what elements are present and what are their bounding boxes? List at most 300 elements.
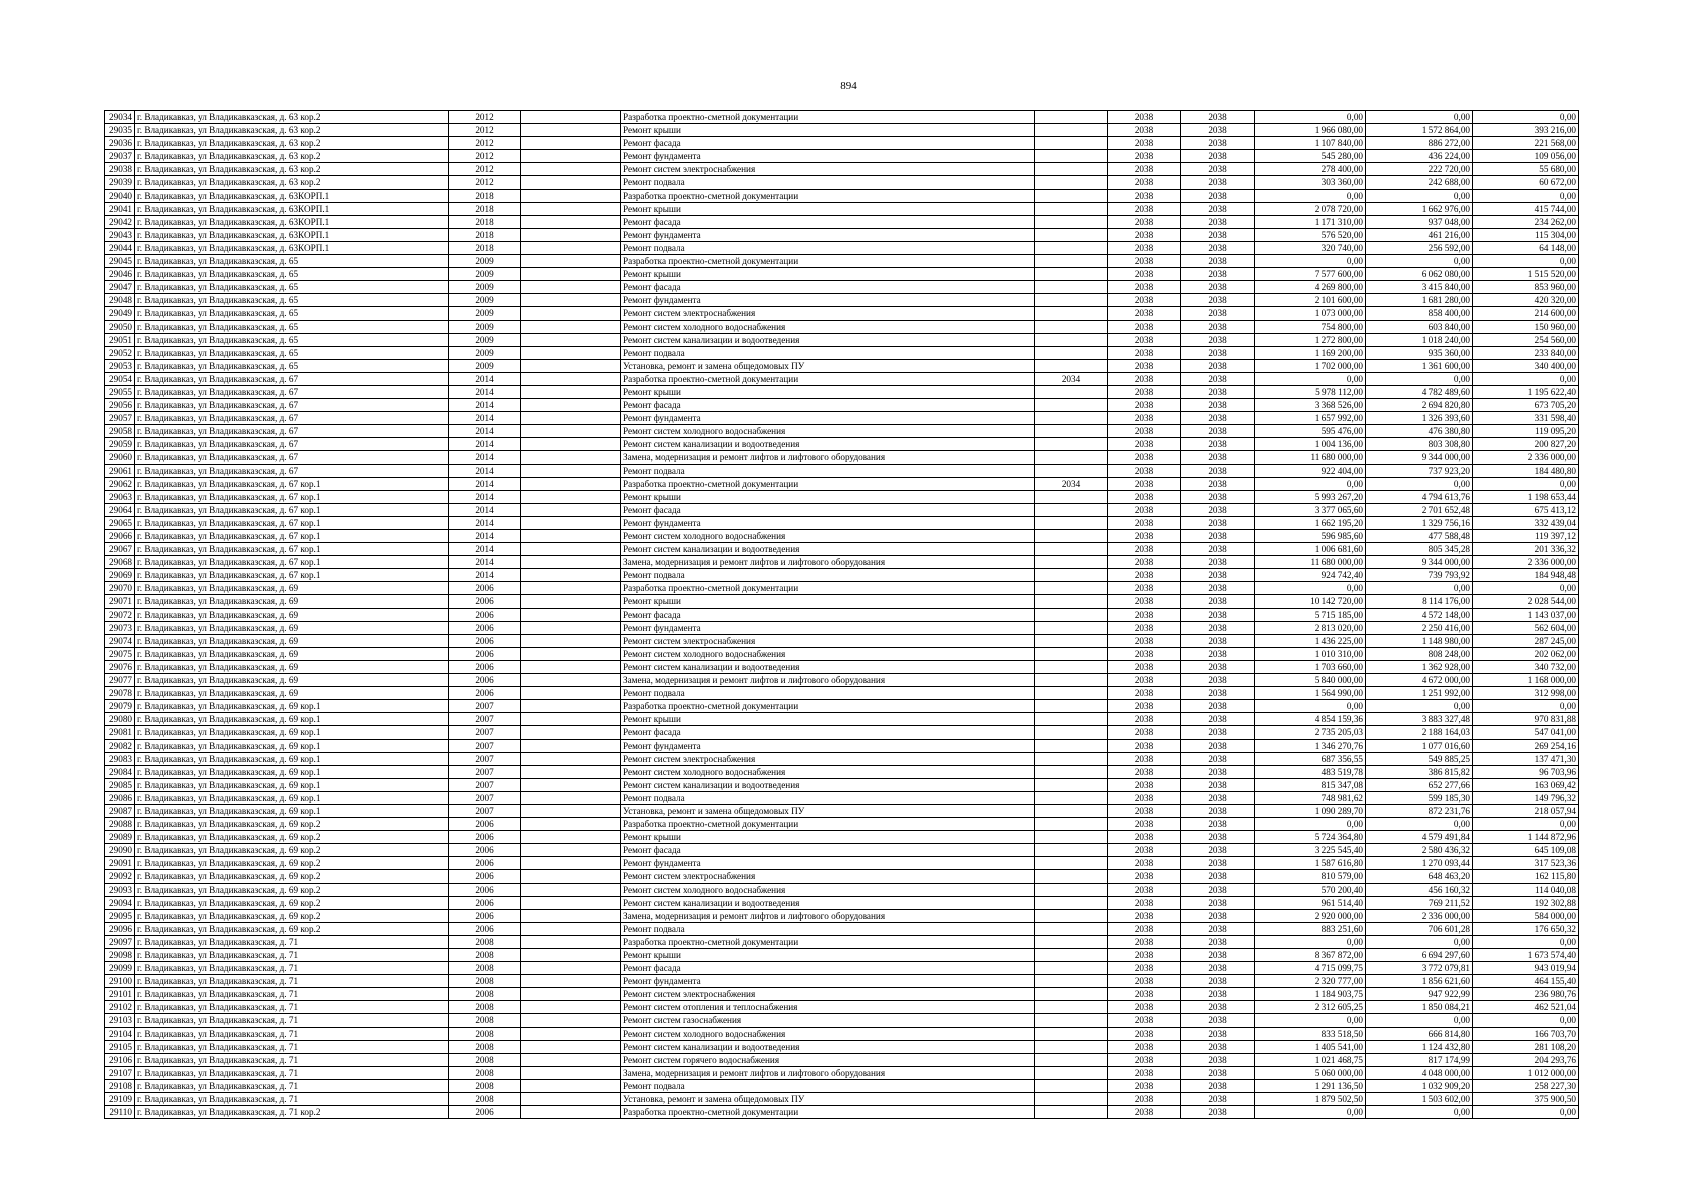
row-number: 29102 xyxy=(105,1001,135,1014)
total-cost-cell: 1 004 136,00 xyxy=(1255,438,1366,451)
planned-year-cell xyxy=(1035,451,1108,464)
empty-cell xyxy=(521,176,621,189)
work-type-cell: Ремонт фундамента xyxy=(621,294,1035,307)
owner-cost-cell: 853 960,00 xyxy=(1473,281,1579,294)
row-number: 29106 xyxy=(105,1053,135,1066)
owner-cost-cell: 675 413,12 xyxy=(1473,503,1579,516)
empty-cell xyxy=(521,949,621,962)
owner-cost-cell: 218 057,94 xyxy=(1473,804,1579,817)
total-cost-cell: 883 251,60 xyxy=(1255,922,1366,935)
total-cost-cell: 11 680 000,00 xyxy=(1255,556,1366,569)
build-year-cell: 2008 xyxy=(449,1053,521,1066)
build-year-cell: 2018 xyxy=(449,241,521,254)
empty-cell xyxy=(521,857,621,870)
total-cost-cell: 1 564 990,00 xyxy=(1255,687,1366,700)
fund-cost-cell: 872 231,76 xyxy=(1366,804,1473,817)
build-year-cell: 2007 xyxy=(449,713,521,726)
start-year-cell: 2038 xyxy=(1108,111,1181,124)
fund-cost-cell: 461 216,00 xyxy=(1366,228,1473,241)
planned-year-cell xyxy=(1035,804,1108,817)
fund-cost-cell: 1 270 093,44 xyxy=(1366,857,1473,870)
build-year-cell: 2006 xyxy=(449,687,521,700)
work-type-cell: Ремонт подвала xyxy=(621,922,1035,935)
fund-cost-cell: 808 248,00 xyxy=(1366,647,1473,660)
owner-cost-cell: 192 302,88 xyxy=(1473,896,1579,909)
work-type-cell: Ремонт фундамента xyxy=(621,516,1035,529)
planned-year-cell xyxy=(1035,818,1108,831)
fund-cost-cell: 1 362 928,00 xyxy=(1366,660,1473,673)
build-year-cell: 2014 xyxy=(449,490,521,503)
work-type-cell: Разработка проектно-сметной документации xyxy=(621,935,1035,948)
total-cost-cell: 545 280,00 xyxy=(1255,150,1366,163)
build-year-cell: 2014 xyxy=(449,516,521,529)
end-year-cell: 2038 xyxy=(1181,451,1255,464)
empty-cell xyxy=(521,150,621,163)
start-year-cell: 2038 xyxy=(1108,870,1181,883)
fund-cost-cell: 4 048 000,00 xyxy=(1366,1066,1473,1079)
fund-cost-cell: 737 923,20 xyxy=(1366,464,1473,477)
fund-cost-cell: 1 361 600,00 xyxy=(1366,359,1473,372)
address-cell: г. Владикавказ, ул Владикавказская, д. 69 xyxy=(135,608,449,621)
empty-cell xyxy=(521,228,621,241)
fund-cost-cell: 0,00 xyxy=(1366,111,1473,124)
end-year-cell: 2038 xyxy=(1181,569,1255,582)
work-type-cell: Ремонт фасада xyxy=(621,281,1035,294)
total-cost-cell: 1 662 195,20 xyxy=(1255,516,1366,529)
table-row xyxy=(105,975,1579,988)
row-number: 29042 xyxy=(105,215,135,228)
planned-year-cell xyxy=(1035,503,1108,516)
address-cell: г. Владикавказ, ул Владикавказская, д. 69 кор.2 xyxy=(135,922,449,935)
fund-cost-cell: 0,00 xyxy=(1366,1014,1473,1027)
work-type-cell: Ремонт подвала xyxy=(621,687,1035,700)
row-number: 29077 xyxy=(105,674,135,687)
total-cost-cell: 570 200,40 xyxy=(1255,883,1366,896)
end-year-cell: 2038 xyxy=(1181,202,1255,215)
start-year-cell: 2038 xyxy=(1108,333,1181,346)
fund-cost-cell: 1 329 756,16 xyxy=(1366,516,1473,529)
table-row xyxy=(105,831,1579,844)
row-number: 29041 xyxy=(105,202,135,215)
planned-year-cell xyxy=(1035,988,1108,1001)
owner-cost-cell: 214 600,00 xyxy=(1473,307,1579,320)
owner-cost-cell: 1 673 574,40 xyxy=(1473,949,1579,962)
planned-year-cell xyxy=(1035,791,1108,804)
planned-year-cell xyxy=(1035,333,1108,346)
work-type-cell: Разработка проектно-сметной документации xyxy=(621,582,1035,595)
table-row xyxy=(105,176,1579,189)
table-row xyxy=(105,464,1579,477)
total-cost-cell: 1 021 468,75 xyxy=(1255,1053,1366,1066)
end-year-cell: 2038 xyxy=(1181,163,1255,176)
address-cell: г. Владикавказ, ул Владикавказская, д. 69 кор.1 xyxy=(135,739,449,752)
build-year-cell: 2009 xyxy=(449,320,521,333)
fund-cost-cell: 386 815,82 xyxy=(1366,765,1473,778)
row-number: 29088 xyxy=(105,818,135,831)
fund-cost-cell: 242 688,00 xyxy=(1366,176,1473,189)
owner-cost-cell: 0,00 xyxy=(1473,818,1579,831)
start-year-cell: 2038 xyxy=(1108,477,1181,490)
table-row xyxy=(105,1014,1579,1027)
end-year-cell: 2038 xyxy=(1181,425,1255,438)
row-number: 29048 xyxy=(105,294,135,307)
total-cost-cell: 1 090 289,70 xyxy=(1255,804,1366,817)
owner-cost-cell: 163 069,42 xyxy=(1473,778,1579,791)
table-row xyxy=(105,1001,1579,1014)
row-number: 29068 xyxy=(105,556,135,569)
owner-cost-cell: 2 336 000,00 xyxy=(1473,451,1579,464)
owner-cost-cell: 2 028 544,00 xyxy=(1473,595,1579,608)
address-cell: г. Владикавказ, ул Владикавказская, д. 67 xyxy=(135,399,449,412)
start-year-cell: 2038 xyxy=(1108,844,1181,857)
work-type-cell: Ремонт крыши xyxy=(621,713,1035,726)
row-number: 29092 xyxy=(105,870,135,883)
table-row xyxy=(105,791,1579,804)
empty-cell xyxy=(521,818,621,831)
empty-cell xyxy=(521,621,621,634)
end-year-cell: 2038 xyxy=(1181,1106,1255,1119)
planned-year-cell xyxy=(1035,674,1108,687)
empty-cell xyxy=(521,831,621,844)
fund-cost-cell: 3 772 079,81 xyxy=(1366,962,1473,975)
start-year-cell: 2038 xyxy=(1108,752,1181,765)
planned-year-cell xyxy=(1035,516,1108,529)
total-cost-cell: 0,00 xyxy=(1255,1014,1366,1027)
total-cost-cell: 5 993 267,20 xyxy=(1255,490,1366,503)
owner-cost-cell: 312 998,00 xyxy=(1473,687,1579,700)
planned-year-cell xyxy=(1035,831,1108,844)
build-year-cell: 2006 xyxy=(449,595,521,608)
owner-cost-cell: 269 254,16 xyxy=(1473,739,1579,752)
start-year-cell: 2038 xyxy=(1108,503,1181,516)
fund-cost-cell: 3 883 327,48 xyxy=(1366,713,1473,726)
end-year-cell: 2038 xyxy=(1181,372,1255,385)
planned-year-cell xyxy=(1035,281,1108,294)
work-type-cell: Ремонт систем канализации и водоотведения xyxy=(621,778,1035,791)
address-cell: г. Владикавказ, ул Владикавказская, д. 67 кор.1 xyxy=(135,490,449,503)
address-cell: г. Владикавказ, ул Владикавказская, д. 71 кор.2 xyxy=(135,1106,449,1119)
total-cost-cell: 11 680 000,00 xyxy=(1255,451,1366,464)
start-year-cell: 2038 xyxy=(1108,320,1181,333)
build-year-cell: 2006 xyxy=(449,674,521,687)
fund-cost-cell: 935 360,00 xyxy=(1366,346,1473,359)
total-cost-cell: 922 404,00 xyxy=(1255,464,1366,477)
build-year-cell: 2014 xyxy=(449,503,521,516)
table-row xyxy=(105,425,1579,438)
end-year-cell: 2038 xyxy=(1181,556,1255,569)
empty-cell xyxy=(521,608,621,621)
work-type-cell: Замена, модернизация и ремонт лифтов и лифтового оборудования xyxy=(621,909,1035,922)
total-cost-cell: 961 514,40 xyxy=(1255,896,1366,909)
table-row xyxy=(105,1053,1579,1066)
work-type-cell: Разработка проектно-сметной документации xyxy=(621,111,1035,124)
address-cell: г. Владикавказ, ул Владикавказская, д. 67 кор.1 xyxy=(135,569,449,582)
end-year-cell: 2038 xyxy=(1181,1001,1255,1014)
total-cost-cell: 596 985,60 xyxy=(1255,530,1366,543)
work-type-cell: Ремонт систем канализации и водоотведения xyxy=(621,543,1035,556)
end-year-cell: 2038 xyxy=(1181,962,1255,975)
start-year-cell: 2038 xyxy=(1108,530,1181,543)
row-number: 29082 xyxy=(105,739,135,752)
work-type-cell: Установка, ремонт и замена общедомовых ПУ xyxy=(621,804,1035,817)
empty-cell xyxy=(521,582,621,595)
address-cell: г. Владикавказ, ул Владикавказская, д. 67 кор.1 xyxy=(135,543,449,556)
fund-cost-cell: 1 662 976,00 xyxy=(1366,202,1473,215)
work-type-cell: Ремонт фасада xyxy=(621,503,1035,516)
start-year-cell: 2038 xyxy=(1108,962,1181,975)
end-year-cell: 2038 xyxy=(1181,949,1255,962)
row-number: 29089 xyxy=(105,831,135,844)
owner-cost-cell: 0,00 xyxy=(1473,1014,1579,1027)
row-number: 29058 xyxy=(105,425,135,438)
table-row xyxy=(105,294,1579,307)
empty-cell xyxy=(521,333,621,346)
total-cost-cell: 595 476,00 xyxy=(1255,425,1366,438)
address-cell: г. Владикавказ, ул Владикавказская, д. 63КОРП.1 xyxy=(135,202,449,215)
fund-cost-cell: 2 701 652,48 xyxy=(1366,503,1473,516)
planned-year-cell xyxy=(1035,739,1108,752)
row-number: 29083 xyxy=(105,752,135,765)
end-year-cell: 2038 xyxy=(1181,804,1255,817)
end-year-cell: 2038 xyxy=(1181,241,1255,254)
table-row xyxy=(105,634,1579,647)
address-cell: г. Владикавказ, ул Владикавказская, д. 63 кор.2 xyxy=(135,124,449,137)
end-year-cell: 2038 xyxy=(1181,490,1255,503)
fund-cost-cell: 1 326 393,60 xyxy=(1366,412,1473,425)
total-cost-cell: 2 078 720,00 xyxy=(1255,202,1366,215)
address-cell: г. Владикавказ, ул Владикавказская, д. 69 xyxy=(135,660,449,673)
owner-cost-cell: 109 056,00 xyxy=(1473,150,1579,163)
empty-cell xyxy=(521,1093,621,1106)
build-year-cell: 2009 xyxy=(449,346,521,359)
build-year-cell: 2007 xyxy=(449,778,521,791)
start-year-cell: 2038 xyxy=(1108,1066,1181,1079)
row-number: 29076 xyxy=(105,660,135,673)
address-cell: г. Владикавказ, ул Владикавказская, д. 67 xyxy=(135,372,449,385)
row-number: 29060 xyxy=(105,451,135,464)
owner-cost-cell: 119 095,20 xyxy=(1473,425,1579,438)
row-number: 29050 xyxy=(105,320,135,333)
planned-year-cell xyxy=(1035,1079,1108,1092)
end-year-cell: 2038 xyxy=(1181,189,1255,202)
planned-year-cell xyxy=(1035,752,1108,765)
address-cell: г. Владикавказ, ул Владикавказская, д. 67 кор.1 xyxy=(135,503,449,516)
total-cost-cell: 1 966 080,00 xyxy=(1255,124,1366,137)
build-year-cell: 2006 xyxy=(449,660,521,673)
planned-year-cell xyxy=(1035,294,1108,307)
owner-cost-cell: 340 400,00 xyxy=(1473,359,1579,372)
row-number: 29035 xyxy=(105,124,135,137)
build-year-cell: 2012 xyxy=(449,111,521,124)
owner-cost-cell: 1 144 872,96 xyxy=(1473,831,1579,844)
empty-cell xyxy=(521,451,621,464)
empty-cell xyxy=(521,909,621,922)
start-year-cell: 2038 xyxy=(1108,412,1181,425)
start-year-cell: 2038 xyxy=(1108,621,1181,634)
address-cell: г. Владикавказ, ул Владикавказская, д. 63КОРП.1 xyxy=(135,189,449,202)
fund-cost-cell: 9 344 000,00 xyxy=(1366,556,1473,569)
end-year-cell: 2038 xyxy=(1181,909,1255,922)
work-type-cell: Ремонт фасада xyxy=(621,608,1035,621)
planned-year-cell xyxy=(1035,189,1108,202)
start-year-cell: 2038 xyxy=(1108,438,1181,451)
address-cell: г. Владикавказ, ул Владикавказская, д. 69 кор.1 xyxy=(135,765,449,778)
fund-cost-cell: 4 782 489,60 xyxy=(1366,385,1473,398)
fund-cost-cell: 1 018 240,00 xyxy=(1366,333,1473,346)
end-year-cell: 2038 xyxy=(1181,1014,1255,1027)
table-row xyxy=(105,883,1579,896)
owner-cost-cell: 332 439,04 xyxy=(1473,516,1579,529)
address-cell: г. Владикавказ, ул Владикавказская, д. 71 xyxy=(135,1066,449,1079)
total-cost-cell: 0,00 xyxy=(1255,1106,1366,1119)
empty-cell xyxy=(521,569,621,582)
start-year-cell: 2038 xyxy=(1108,674,1181,687)
start-year-cell: 2038 xyxy=(1108,1106,1181,1119)
table-row xyxy=(105,870,1579,883)
start-year-cell: 2038 xyxy=(1108,988,1181,1001)
end-year-cell: 2038 xyxy=(1181,346,1255,359)
owner-cost-cell: 0,00 xyxy=(1473,372,1579,385)
address-cell: г. Владикавказ, ул Владикавказская, д. 69 кор.2 xyxy=(135,831,449,844)
end-year-cell: 2038 xyxy=(1181,647,1255,660)
end-year-cell: 2038 xyxy=(1181,124,1255,137)
table-row xyxy=(105,124,1579,137)
table-row xyxy=(105,713,1579,726)
empty-cell xyxy=(521,1040,621,1053)
address-cell: г. Владикавказ, ул Владикавказская, д. 67 xyxy=(135,464,449,477)
end-year-cell: 2038 xyxy=(1181,385,1255,398)
end-year-cell: 2038 xyxy=(1181,975,1255,988)
total-cost-cell: 2 920 000,00 xyxy=(1255,909,1366,922)
work-type-cell: Ремонт подвала xyxy=(621,569,1035,582)
work-type-cell: Ремонт систем электроснабжения xyxy=(621,307,1035,320)
owner-cost-cell: 0,00 xyxy=(1473,582,1579,595)
work-type-cell: Ремонт систем электроснабжения xyxy=(621,752,1035,765)
row-number: 29100 xyxy=(105,975,135,988)
address-cell: г. Владикавказ, ул Владикавказская, д. 69 xyxy=(135,621,449,634)
build-year-cell: 2007 xyxy=(449,700,521,713)
build-year-cell: 2008 xyxy=(449,975,521,988)
start-year-cell: 2038 xyxy=(1108,1053,1181,1066)
work-type-cell: Ремонт фундамента xyxy=(621,621,1035,634)
owner-cost-cell: 0,00 xyxy=(1473,1106,1579,1119)
start-year-cell: 2038 xyxy=(1108,935,1181,948)
empty-cell xyxy=(521,1014,621,1027)
empty-cell xyxy=(521,124,621,137)
row-number: 29067 xyxy=(105,543,135,556)
build-year-cell: 2014 xyxy=(449,438,521,451)
total-cost-cell: 0,00 xyxy=(1255,818,1366,831)
empty-cell xyxy=(521,137,621,150)
table-row xyxy=(105,543,1579,556)
fund-cost-cell: 2 188 164,03 xyxy=(1366,726,1473,739)
end-year-cell: 2038 xyxy=(1181,268,1255,281)
total-cost-cell: 2 312 605,25 xyxy=(1255,1001,1366,1014)
planned-year-cell xyxy=(1035,438,1108,451)
row-number: 29062 xyxy=(105,477,135,490)
start-year-cell: 2038 xyxy=(1108,1093,1181,1106)
work-type-cell: Ремонт подвала xyxy=(621,464,1035,477)
build-year-cell: 2014 xyxy=(449,372,521,385)
fund-cost-cell: 1 148 980,00 xyxy=(1366,634,1473,647)
start-year-cell: 2038 xyxy=(1108,490,1181,503)
table-row xyxy=(105,307,1579,320)
build-year-cell: 2008 xyxy=(449,1079,521,1092)
planned-year-cell: 2034 xyxy=(1035,372,1108,385)
start-year-cell: 2038 xyxy=(1108,595,1181,608)
empty-cell xyxy=(521,372,621,385)
fund-cost-cell: 3 415 840,00 xyxy=(1366,281,1473,294)
address-cell: г. Владикавказ, ул Владикавказская, д. 63КОРП.1 xyxy=(135,241,449,254)
start-year-cell: 2038 xyxy=(1108,150,1181,163)
work-type-cell: Ремонт фундамента xyxy=(621,228,1035,241)
planned-year-cell xyxy=(1035,687,1108,700)
table-row xyxy=(105,804,1579,817)
planned-year-cell xyxy=(1035,425,1108,438)
end-year-cell: 2038 xyxy=(1181,726,1255,739)
row-number: 29075 xyxy=(105,647,135,660)
end-year-cell: 2038 xyxy=(1181,765,1255,778)
table-row xyxy=(105,621,1579,634)
end-year-cell: 2038 xyxy=(1181,687,1255,700)
total-cost-cell: 1 657 992,00 xyxy=(1255,412,1366,425)
planned-year-cell xyxy=(1035,922,1108,935)
total-cost-cell: 5 978 112,00 xyxy=(1255,385,1366,398)
fund-cost-cell: 0,00 xyxy=(1366,1106,1473,1119)
empty-cell xyxy=(521,726,621,739)
work-type-cell: Ремонт систем электроснабжения xyxy=(621,163,1035,176)
end-year-cell: 2038 xyxy=(1181,739,1255,752)
address-cell: г. Владикавказ, ул Владикавказская, д. 71 xyxy=(135,975,449,988)
start-year-cell: 2038 xyxy=(1108,163,1181,176)
table-row xyxy=(105,399,1579,412)
row-number: 29037 xyxy=(105,150,135,163)
build-year-cell: 2014 xyxy=(449,477,521,490)
row-number: 29049 xyxy=(105,307,135,320)
fund-cost-cell: 886 272,00 xyxy=(1366,137,1473,150)
fund-cost-cell: 222 720,00 xyxy=(1366,163,1473,176)
work-type-cell: Ремонт фасада xyxy=(621,399,1035,412)
empty-cell xyxy=(521,713,621,726)
planned-year-cell xyxy=(1035,700,1108,713)
owner-cost-cell: 1 198 653,44 xyxy=(1473,490,1579,503)
build-year-cell: 2012 xyxy=(449,150,521,163)
build-year-cell: 2006 xyxy=(449,1106,521,1119)
address-cell: г. Владикавказ, ул Владикавказская, д. 69 кор.2 xyxy=(135,870,449,883)
planned-year-cell xyxy=(1035,163,1108,176)
empty-cell xyxy=(521,425,621,438)
total-cost-cell: 1 184 903,75 xyxy=(1255,988,1366,1001)
row-number: 29074 xyxy=(105,634,135,647)
row-number: 29110 xyxy=(105,1106,135,1119)
total-cost-cell: 5 840 000,00 xyxy=(1255,674,1366,687)
work-type-cell: Ремонт систем электроснабжения xyxy=(621,870,1035,883)
owner-cost-cell: 970 831,88 xyxy=(1473,713,1579,726)
fund-cost-cell: 456 160,32 xyxy=(1366,883,1473,896)
end-year-cell: 2038 xyxy=(1181,621,1255,634)
total-cost-cell: 5 715 185,00 xyxy=(1255,608,1366,621)
owner-cost-cell: 96 703,96 xyxy=(1473,765,1579,778)
owner-cost-cell: 150 960,00 xyxy=(1473,320,1579,333)
planned-year-cell xyxy=(1035,1106,1108,1119)
build-year-cell: 2009 xyxy=(449,268,521,281)
table-row xyxy=(105,530,1579,543)
empty-cell xyxy=(521,896,621,909)
empty-cell xyxy=(521,752,621,765)
address-cell: г. Владикавказ, ул Владикавказская, д. 67 кор.1 xyxy=(135,516,449,529)
end-year-cell: 2038 xyxy=(1181,1066,1255,1079)
empty-cell xyxy=(521,804,621,817)
